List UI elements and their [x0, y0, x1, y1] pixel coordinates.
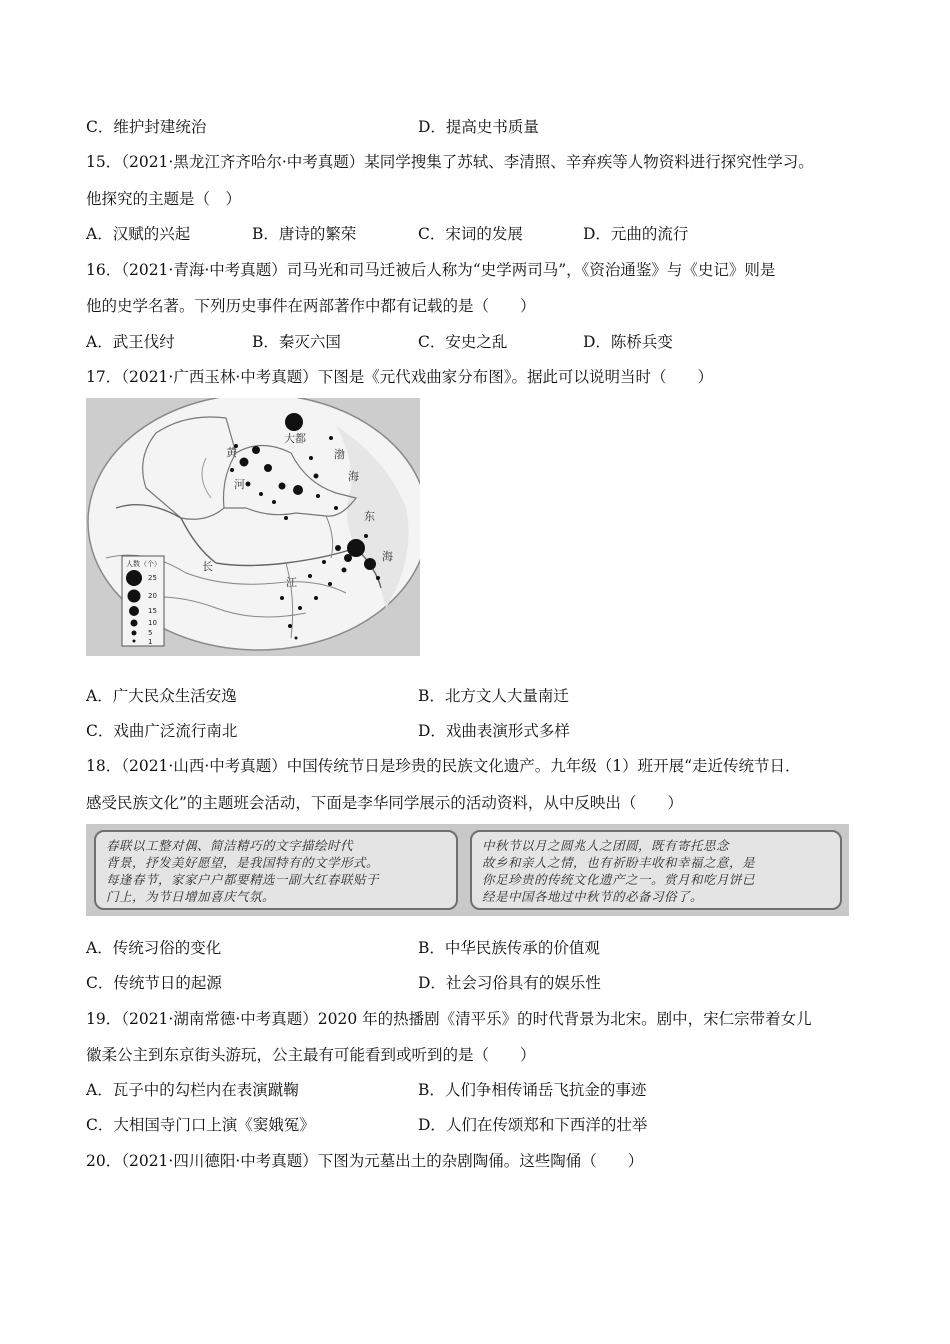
q16-option-b: B．秦灭六国 — [252, 333, 341, 351]
q15-stem-line2: 他探究的主题是（ ） — [86, 190, 242, 208]
q15-option-d: D．元曲的流行 — [583, 225, 689, 243]
panel-line: 你足珍贵的传统文化遗产之一。赏月和吃月饼已 — [482, 872, 756, 887]
map-label-dong: 东 — [364, 510, 375, 523]
legend-title: 人数（个） — [126, 560, 161, 568]
panel-line: 每逢春节，家家户户都要精选一副大红春联贴于 — [106, 872, 380, 887]
festival-materials-figure — [86, 824, 849, 916]
map-label-hai: 海 — [382, 550, 393, 563]
panel-line: 背景，抒发美好愿望，是我国特有的文学形式。 — [106, 855, 380, 870]
q15-option-b: B．唐诗的繁荣 — [252, 225, 357, 243]
q20-stem-line1: 20．（2021·四川德阳·中考真题）下图为元墓出土的杂剧陶俑。这些陶俑（ ） — [86, 1152, 644, 1170]
q18-stem-line2: 感受民族文化”的主题班会活动，下面是李华同学展示的活动资料，从中反映出（ ） — [86, 794, 683, 812]
q15-option-a: A．汉赋的兴起 — [86, 225, 191, 243]
map-label-huang: 黄 — [226, 446, 237, 459]
yuan-dramatist-distribution-map — [86, 398, 420, 656]
q15-stem-line1: 15．（2021·黑龙江齐齐哈尔·中考真题）某同学搜集了苏轼、李清照、辛弃疾等人物资料进行探究性学习。 — [86, 153, 814, 171]
legend-value: 20 — [148, 592, 157, 600]
q19-option-c: C．大相国寺门口上演《窦娥冤》 — [86, 1116, 315, 1134]
legend-value: 5 — [148, 629, 153, 637]
q19-option-d: D．人们在传颂郑和下西洋的壮举 — [418, 1116, 648, 1134]
q16-option-c: C．安史之乱 — [418, 333, 508, 351]
map-label-bohai: 渤 — [334, 448, 345, 461]
map-label-jiang: 江 — [286, 576, 297, 589]
q19-option-a: A．瓦子中的勾栏内在表演蹴鞠 — [86, 1081, 299, 1099]
legend-value: 1 — [148, 638, 153, 646]
legend-value: 25 — [148, 574, 157, 582]
legend-value: 10 — [148, 619, 157, 627]
q16-stem-line2: 他的史学名著。下列历史事件在两部著作中都有记载的是（ ） — [86, 297, 536, 315]
q14-option-d: D．提高史书质量 — [418, 118, 539, 136]
q18-option-a: A．传统习俗的变化 — [86, 939, 222, 957]
q16-option-a: A．武王伐纣 — [86, 333, 175, 351]
q19-option-b: B．人们争相传诵岳飞抗金的事迹 — [418, 1081, 647, 1099]
panel-line: 春联以工整对偶、简洁精巧的文字描绘时代 — [106, 838, 354, 853]
q16-stem-line1: 16．（2021·青海·中考真题）司马光和司马迁被后人称为“史学两司马”，《资治通鉴》与《史记》则是 — [86, 261, 776, 279]
q18-stem-line1: 18．（2021·山西·中考真题）中国传统节日是珍贵的民族文化遗产。九年级（1）班开展“走近传统节日． — [86, 757, 801, 775]
q18-option-b: B．中华民族传承的价值观 — [418, 939, 600, 957]
panel-line: 故乡和亲人之情，也有祈盼丰收和幸福之意，是 — [482, 855, 756, 870]
map-label-he: 河 — [234, 478, 245, 491]
q19-stem-line2: 徽柔公主到东京街头游玩，公主最有可能看到或听到的是（ ） — [86, 1046, 536, 1064]
panel-line: 中秋节以月之圆兆人之团圆，既有寄托思念 — [482, 838, 730, 853]
map-label-dadu: 大都 — [284, 432, 306, 445]
map-label-bohai2: 海 — [348, 470, 359, 483]
q17-option-c: C．戏曲广泛流行南北 — [86, 722, 238, 740]
q14-option-c: C．维护封建统治 — [86, 118, 207, 136]
q16-option-d: D．陈桥兵变 — [583, 333, 673, 351]
q17-option-a: A．广大民众生活安逸 — [86, 687, 237, 705]
q15-option-c: C．宋词的发展 — [418, 225, 523, 243]
q18-option-d: D．社会习俗具有的娱乐性 — [418, 974, 601, 992]
map-label-chang: 长 — [202, 560, 213, 573]
panel-line: 门上，为节日增加喜庆气氛。 — [106, 889, 276, 904]
spring-couplet-panel — [94, 830, 458, 910]
legend-value: 15 — [148, 607, 157, 615]
q19-stem-line1: 19．（2021·湖南常德·中考真题）2020 年的热播剧《清平乐》的时代背景为北宋。剧中，宋仁宗带着女儿 — [86, 1010, 812, 1028]
q17-option-b: B．北方文人大量南迁 — [418, 687, 569, 705]
panel-line: 经是中国各地过中秋节的必备习俗了。 — [482, 889, 704, 904]
q17-option-d: D．戏曲表演形式多样 — [418, 722, 570, 740]
mid-autumn-panel — [470, 830, 842, 910]
q18-option-c: C．传统节日的起源 — [86, 974, 222, 992]
q17-stem-line1: 17．（2021·广西玉林·中考真题）下图是《元代戏曲家分布图》。据此可以说明当时（ ） — [86, 368, 714, 386]
